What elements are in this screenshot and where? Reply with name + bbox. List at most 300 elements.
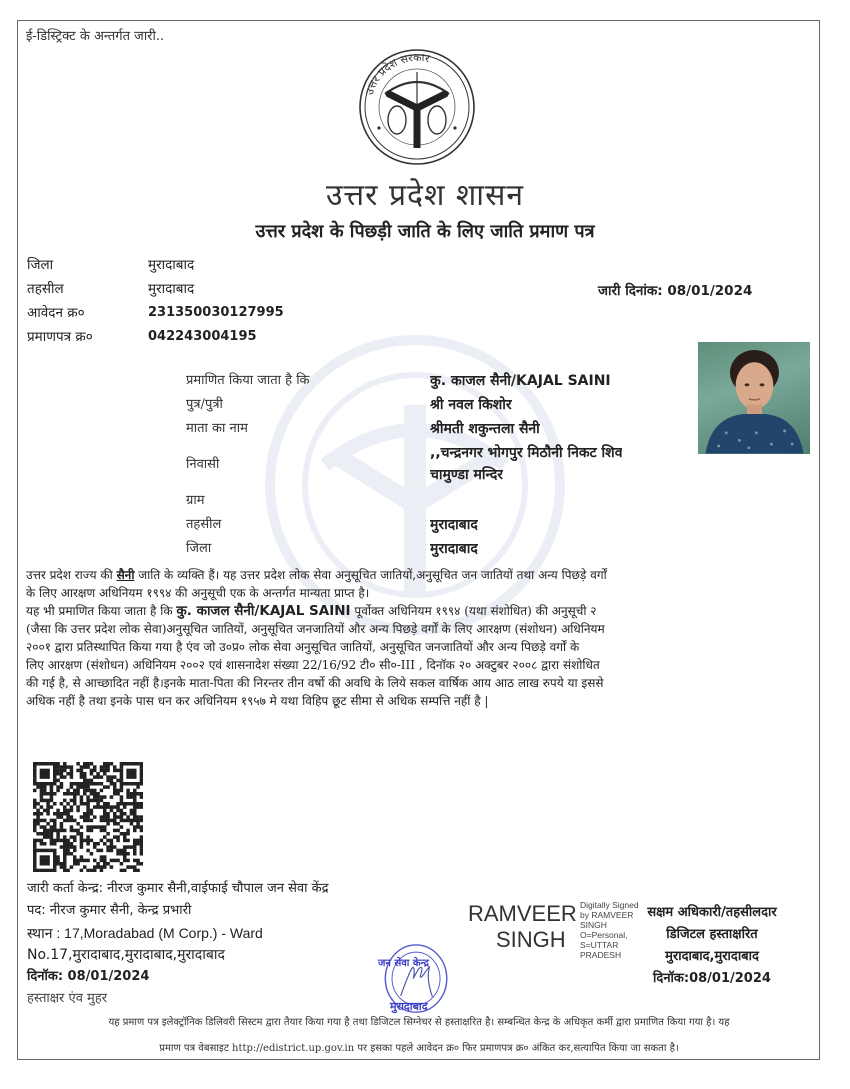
qr-module <box>33 865 37 869</box>
qr-module <box>73 819 77 823</box>
qr-module <box>63 762 67 766</box>
qr-module <box>106 775 110 779</box>
qr-module <box>86 849 90 853</box>
qr-module <box>43 862 47 866</box>
qr-module <box>73 789 77 793</box>
qr-module <box>70 819 74 823</box>
qr-module <box>53 852 57 856</box>
qr-module <box>86 809 90 813</box>
qr-module <box>93 865 97 869</box>
qr-module <box>46 855 50 859</box>
qr-module <box>63 769 67 773</box>
qr-module <box>136 862 140 866</box>
qr-module <box>110 849 114 853</box>
qr-module <box>140 839 143 843</box>
qr-module <box>83 782 87 786</box>
qr-module <box>53 762 57 766</box>
qr-module <box>63 845 67 849</box>
qr-module <box>103 802 107 806</box>
qr-module <box>140 815 143 819</box>
qr-module <box>103 769 107 773</box>
qr-module <box>50 819 54 823</box>
qr-module <box>113 835 117 839</box>
qr-module <box>83 819 87 823</box>
qr-module <box>90 769 94 773</box>
qr-module <box>103 812 107 816</box>
qr-module <box>110 819 114 823</box>
qr-module <box>40 772 44 776</box>
qr-module <box>136 792 140 796</box>
qr-module <box>43 819 47 823</box>
qr-module <box>113 819 117 823</box>
sig-detail: S=UTTAR <box>580 940 619 950</box>
qr-module <box>76 832 80 836</box>
qr-module <box>46 772 50 776</box>
qr-module <box>113 765 117 769</box>
qr-module <box>90 779 94 783</box>
qr-module <box>133 809 137 813</box>
qr-module <box>106 802 110 806</box>
qr-module <box>120 782 124 786</box>
up-government-emblem-icon <box>357 48 477 166</box>
qr-module <box>133 859 137 863</box>
qr-module <box>63 855 67 859</box>
qr-module <box>43 835 47 839</box>
qr-module <box>103 825 107 829</box>
qr-module <box>63 849 67 853</box>
qr-module <box>83 789 87 793</box>
qr-module <box>86 785 90 789</box>
qr-module <box>80 785 84 789</box>
qr-module <box>70 809 74 813</box>
qr-module <box>50 869 54 872</box>
qr-module <box>36 869 40 872</box>
qr-module <box>90 839 94 843</box>
qr-module <box>110 775 114 779</box>
qr-module <box>113 822 117 826</box>
qr-module <box>140 795 143 799</box>
qr-module <box>53 765 57 769</box>
qr-module <box>130 795 134 799</box>
detail-value-address-line1: ,,चन्द्रनगर भोगपुर मिठौनी निकट शिव <box>430 445 623 461</box>
qr-module <box>33 845 37 849</box>
meta-label-certificate-no: प्रमाणपत्र क्र० <box>27 329 93 345</box>
emblem-text: उत्तर प्रदेश सरकार <box>362 50 431 97</box>
issuer-place-line2: No.17,मुरादाबाद,मुरादाबाद,मुरादाबाद <box>27 947 225 963</box>
qr-module <box>53 862 57 866</box>
qr-module <box>63 869 67 872</box>
qr-module <box>60 825 64 829</box>
qr-module <box>73 855 77 859</box>
qr-module <box>83 839 87 843</box>
qr-module <box>43 782 47 786</box>
qr-module <box>140 802 143 806</box>
qr-module <box>123 782 127 786</box>
qr-module <box>80 845 84 849</box>
qr-module <box>110 795 114 799</box>
qr-module <box>113 859 117 863</box>
qr-module <box>123 845 127 849</box>
qr-module <box>46 792 50 796</box>
qr-module <box>136 815 140 819</box>
qr-module <box>40 825 44 829</box>
qr-module <box>100 839 104 843</box>
qr-module <box>100 799 104 803</box>
qr-module <box>136 839 140 843</box>
qr-module <box>33 789 37 793</box>
qr-module <box>60 815 64 819</box>
qr-module <box>46 869 50 872</box>
qr-module <box>120 832 124 836</box>
qr-module <box>43 832 47 836</box>
qr-module <box>96 862 100 866</box>
qr-module <box>90 829 94 833</box>
qr-module <box>43 869 47 872</box>
qr-module <box>80 859 84 863</box>
qr-module <box>96 802 100 806</box>
qr-module <box>90 772 94 776</box>
qr-module <box>56 785 60 789</box>
officer-digitally-signed: डिजिटल हस्ताक्षरित <box>666 927 758 942</box>
qr-module <box>33 855 37 859</box>
certificate-body <box>26 566 812 710</box>
qr-module <box>93 765 97 769</box>
detail-value-address-line2: चामुण्डा मन्दिर <box>430 467 504 483</box>
qr-module <box>80 815 84 819</box>
qr-module <box>43 769 47 773</box>
qr-module <box>53 779 57 783</box>
qr-module <box>130 775 134 779</box>
qr-module <box>50 829 54 833</box>
qr-module <box>100 865 104 869</box>
qr-module <box>40 819 44 823</box>
body-line-1 <box>26 566 812 584</box>
qr-module <box>126 852 130 856</box>
qr-module <box>106 762 110 766</box>
qr-module <box>46 812 50 816</box>
qr-module <box>36 819 40 823</box>
qr-module <box>53 849 57 853</box>
qr-module <box>113 775 117 779</box>
qr-module <box>40 862 44 866</box>
qr-module <box>130 809 134 813</box>
qr-module <box>90 792 94 796</box>
qr-module <box>70 765 74 769</box>
qr-module <box>80 839 84 843</box>
qr-module <box>116 802 120 806</box>
qr-module <box>93 792 97 796</box>
qr-module <box>116 835 120 839</box>
qr-module <box>56 812 60 816</box>
qr-module <box>50 762 54 766</box>
qr-module <box>63 819 67 823</box>
stamp-top-text: जन सेवा केन्द्र <box>378 958 429 969</box>
qr-module <box>103 809 107 813</box>
qr-module <box>73 862 77 866</box>
qr-module <box>50 805 54 809</box>
qr-module <box>73 792 77 796</box>
qr-module <box>130 822 134 826</box>
qr-module <box>36 832 40 836</box>
qr-module <box>50 789 54 793</box>
qr-module <box>46 762 50 766</box>
qr-module <box>63 805 67 809</box>
qr-module <box>106 822 110 826</box>
qr-module <box>73 782 77 786</box>
qr-module <box>73 845 77 849</box>
qr-module <box>106 785 110 789</box>
qr-module <box>63 852 67 856</box>
qr-module <box>36 762 40 766</box>
qr-module <box>103 819 107 823</box>
qr-module <box>50 839 54 843</box>
qr-module <box>80 799 84 803</box>
qr-module <box>106 839 110 843</box>
qr-module <box>110 842 114 846</box>
qr-module <box>76 792 80 796</box>
qr-module <box>60 802 64 806</box>
sig-detail: by RAMVEER <box>580 910 634 920</box>
qr-module <box>66 852 70 856</box>
qr-module <box>106 849 110 853</box>
qr-module <box>63 839 67 843</box>
qr-module <box>36 809 40 813</box>
qr-module <box>53 819 57 823</box>
qr-module <box>123 812 127 816</box>
qr-module <box>110 859 114 863</box>
qr-module <box>76 789 80 793</box>
qr-module <box>133 789 137 793</box>
detail-value-mother: श्रीमती शकुन्तला सैनी <box>430 421 540 437</box>
qr-module <box>56 835 60 839</box>
body-line-7: की गई है, से आच्छादित नहीं है।इनके माता-पिता की निरन्तर तीन वर्षो की अवधि के लिये सकल वार्षिक आय आठ लाख रुपये या इससे <box>26 676 604 690</box>
qr-module <box>120 862 124 866</box>
qr-module <box>76 762 80 766</box>
qr-module <box>53 855 57 859</box>
qr-module <box>43 809 47 813</box>
qr-module <box>53 865 57 869</box>
qr-module <box>116 852 120 856</box>
qr-module <box>136 825 140 829</box>
qr-module <box>133 825 137 829</box>
qr-module <box>73 839 77 843</box>
footer-line-2: प्रमाण पत्र वेबसाइट http://edistrict.up.gov.in पर इसका पहले आवेदन क्र० फिर प्रमाणपत्र क्र० अंकित कर,सत्यापित किया जा सकता है। <box>159 1043 679 1054</box>
qr-module <box>133 762 137 766</box>
qr-module <box>103 865 107 869</box>
qr-code[interactable] <box>33 762 143 872</box>
qr-module <box>46 849 50 853</box>
qr-module <box>50 835 54 839</box>
qr-module <box>53 859 57 863</box>
officer-date: दिनॉक:08/01/2024 <box>653 971 771 986</box>
qr-module <box>70 799 74 803</box>
qr-module <box>96 825 100 829</box>
qr-module <box>83 792 87 796</box>
qr-module <box>90 812 94 816</box>
qr-module <box>40 795 44 799</box>
qr-module <box>33 772 37 776</box>
qr-module <box>56 765 60 769</box>
qr-module <box>140 825 143 829</box>
qr-module <box>120 762 124 766</box>
qr-module <box>50 832 54 836</box>
qr-module <box>136 822 140 826</box>
qr-module <box>56 789 60 793</box>
qr-module <box>83 859 87 863</box>
qr-module <box>106 832 110 836</box>
qr-module <box>126 802 130 806</box>
qr-module <box>123 849 127 853</box>
qr-module <box>120 819 124 823</box>
qr-module <box>40 799 44 803</box>
qr-module <box>140 819 143 823</box>
qr-module <box>66 839 70 843</box>
qr-module <box>60 775 64 779</box>
detail-label-district: जिला <box>186 541 212 556</box>
qr-module <box>86 795 90 799</box>
qr-module <box>86 789 90 793</box>
qr-module <box>116 792 120 796</box>
qr-module <box>136 869 140 872</box>
qr-module <box>63 829 67 833</box>
qr-module <box>130 819 134 823</box>
qr-module <box>76 769 80 773</box>
qr-module <box>100 775 104 779</box>
qr-module <box>33 805 37 809</box>
qr-module <box>113 815 117 819</box>
qr-module <box>133 795 137 799</box>
qr-module <box>76 785 80 789</box>
qr-module <box>100 825 104 829</box>
qr-module <box>133 772 137 776</box>
qr-module <box>66 842 70 846</box>
qr-module <box>133 829 137 833</box>
qr-module <box>46 862 50 866</box>
qr-module <box>130 769 134 773</box>
qr-module <box>66 812 70 816</box>
qr-module <box>70 769 74 773</box>
qr-module <box>86 869 90 872</box>
qr-module <box>100 815 104 819</box>
qr-module <box>140 779 143 783</box>
qr-module <box>96 792 100 796</box>
qr-module <box>70 865 74 869</box>
qr-module <box>46 809 50 813</box>
issuer-date: दिनॉक: 08/01/2024 <box>27 969 150 984</box>
meta-label-application-no: आवेदन क्र० <box>27 305 85 321</box>
qr-module <box>43 829 47 833</box>
qr-module <box>116 805 120 809</box>
qr-module <box>70 815 74 819</box>
qr-module <box>100 849 104 853</box>
qr-module <box>56 832 60 836</box>
qr-module <box>93 842 97 846</box>
qr-module <box>46 782 50 786</box>
qr-module <box>123 819 127 823</box>
qr-module <box>73 799 77 803</box>
qr-module <box>140 772 143 776</box>
qr-module <box>80 842 84 846</box>
qr-module <box>130 762 134 766</box>
qr-module <box>40 792 44 796</box>
qr-module <box>100 859 104 863</box>
qr-module <box>123 852 127 856</box>
qr-module <box>50 785 54 789</box>
qr-module <box>36 839 40 843</box>
qr-module <box>136 859 140 863</box>
issuer-post: पद: नीरज कुमार सैनी, केन्द्र प्रभारी <box>27 903 192 918</box>
qr-module <box>70 845 74 849</box>
qr-module <box>126 782 130 786</box>
qr-module <box>50 795 54 799</box>
qr-module <box>60 862 64 866</box>
qr-module <box>120 852 124 856</box>
qr-module <box>96 782 100 786</box>
qr-module <box>36 822 40 826</box>
qr-module <box>86 799 90 803</box>
qr-module <box>86 812 90 816</box>
qr-module <box>63 865 67 869</box>
qr-module <box>36 782 40 786</box>
qr-module <box>93 799 97 803</box>
qr-module <box>86 815 90 819</box>
qr-module <box>123 839 127 843</box>
qr-module <box>40 859 44 863</box>
qr-module <box>140 775 143 779</box>
qr-module <box>76 859 80 863</box>
applicant-photo <box>698 342 810 454</box>
signature-seal-label: हस्ताक्षर एंव मुहर <box>27 991 108 1006</box>
digital-signature-name-line2: SINGH <box>496 927 566 952</box>
detail-value-father: श्री नवल किशोर <box>430 397 512 413</box>
qr-module <box>86 819 90 823</box>
qr-module <box>116 815 120 819</box>
qr-module <box>70 785 74 789</box>
qr-module <box>73 849 77 853</box>
issuer-place-line1: स्थान : 17,Moradabad (M Corp.) - Ward <box>27 925 263 941</box>
qr-module <box>133 812 137 816</box>
qr-module <box>40 789 44 793</box>
qr-module <box>126 815 130 819</box>
qr-module <box>93 859 97 863</box>
qr-module <box>40 782 44 786</box>
qr-module <box>53 812 57 816</box>
detail-label-resident: निवासी <box>186 457 220 472</box>
qr-module <box>36 849 40 853</box>
qr-module <box>33 765 37 769</box>
issuing-center: जारी कर्ता केन्द्र: नीरज कुमार सैनी,वाईफाई चौपाल जन सेवा केंद्र <box>27 881 329 896</box>
qr-module <box>110 805 114 809</box>
qr-module <box>93 795 97 799</box>
qr-module <box>33 775 37 779</box>
qr-module <box>50 842 54 846</box>
qr-module <box>126 772 130 776</box>
qr-module <box>90 825 94 829</box>
qr-module <box>50 782 54 786</box>
qr-module <box>46 832 50 836</box>
qr-module <box>33 839 37 843</box>
qr-module <box>120 765 124 769</box>
qr-module <box>130 845 134 849</box>
qr-module <box>90 809 94 813</box>
qr-module <box>53 802 57 806</box>
qr-module <box>123 869 127 872</box>
qr-module <box>43 792 47 796</box>
qr-module <box>103 805 107 809</box>
qr-module <box>103 762 107 766</box>
qr-module <box>36 815 40 819</box>
qr-module <box>83 815 87 819</box>
